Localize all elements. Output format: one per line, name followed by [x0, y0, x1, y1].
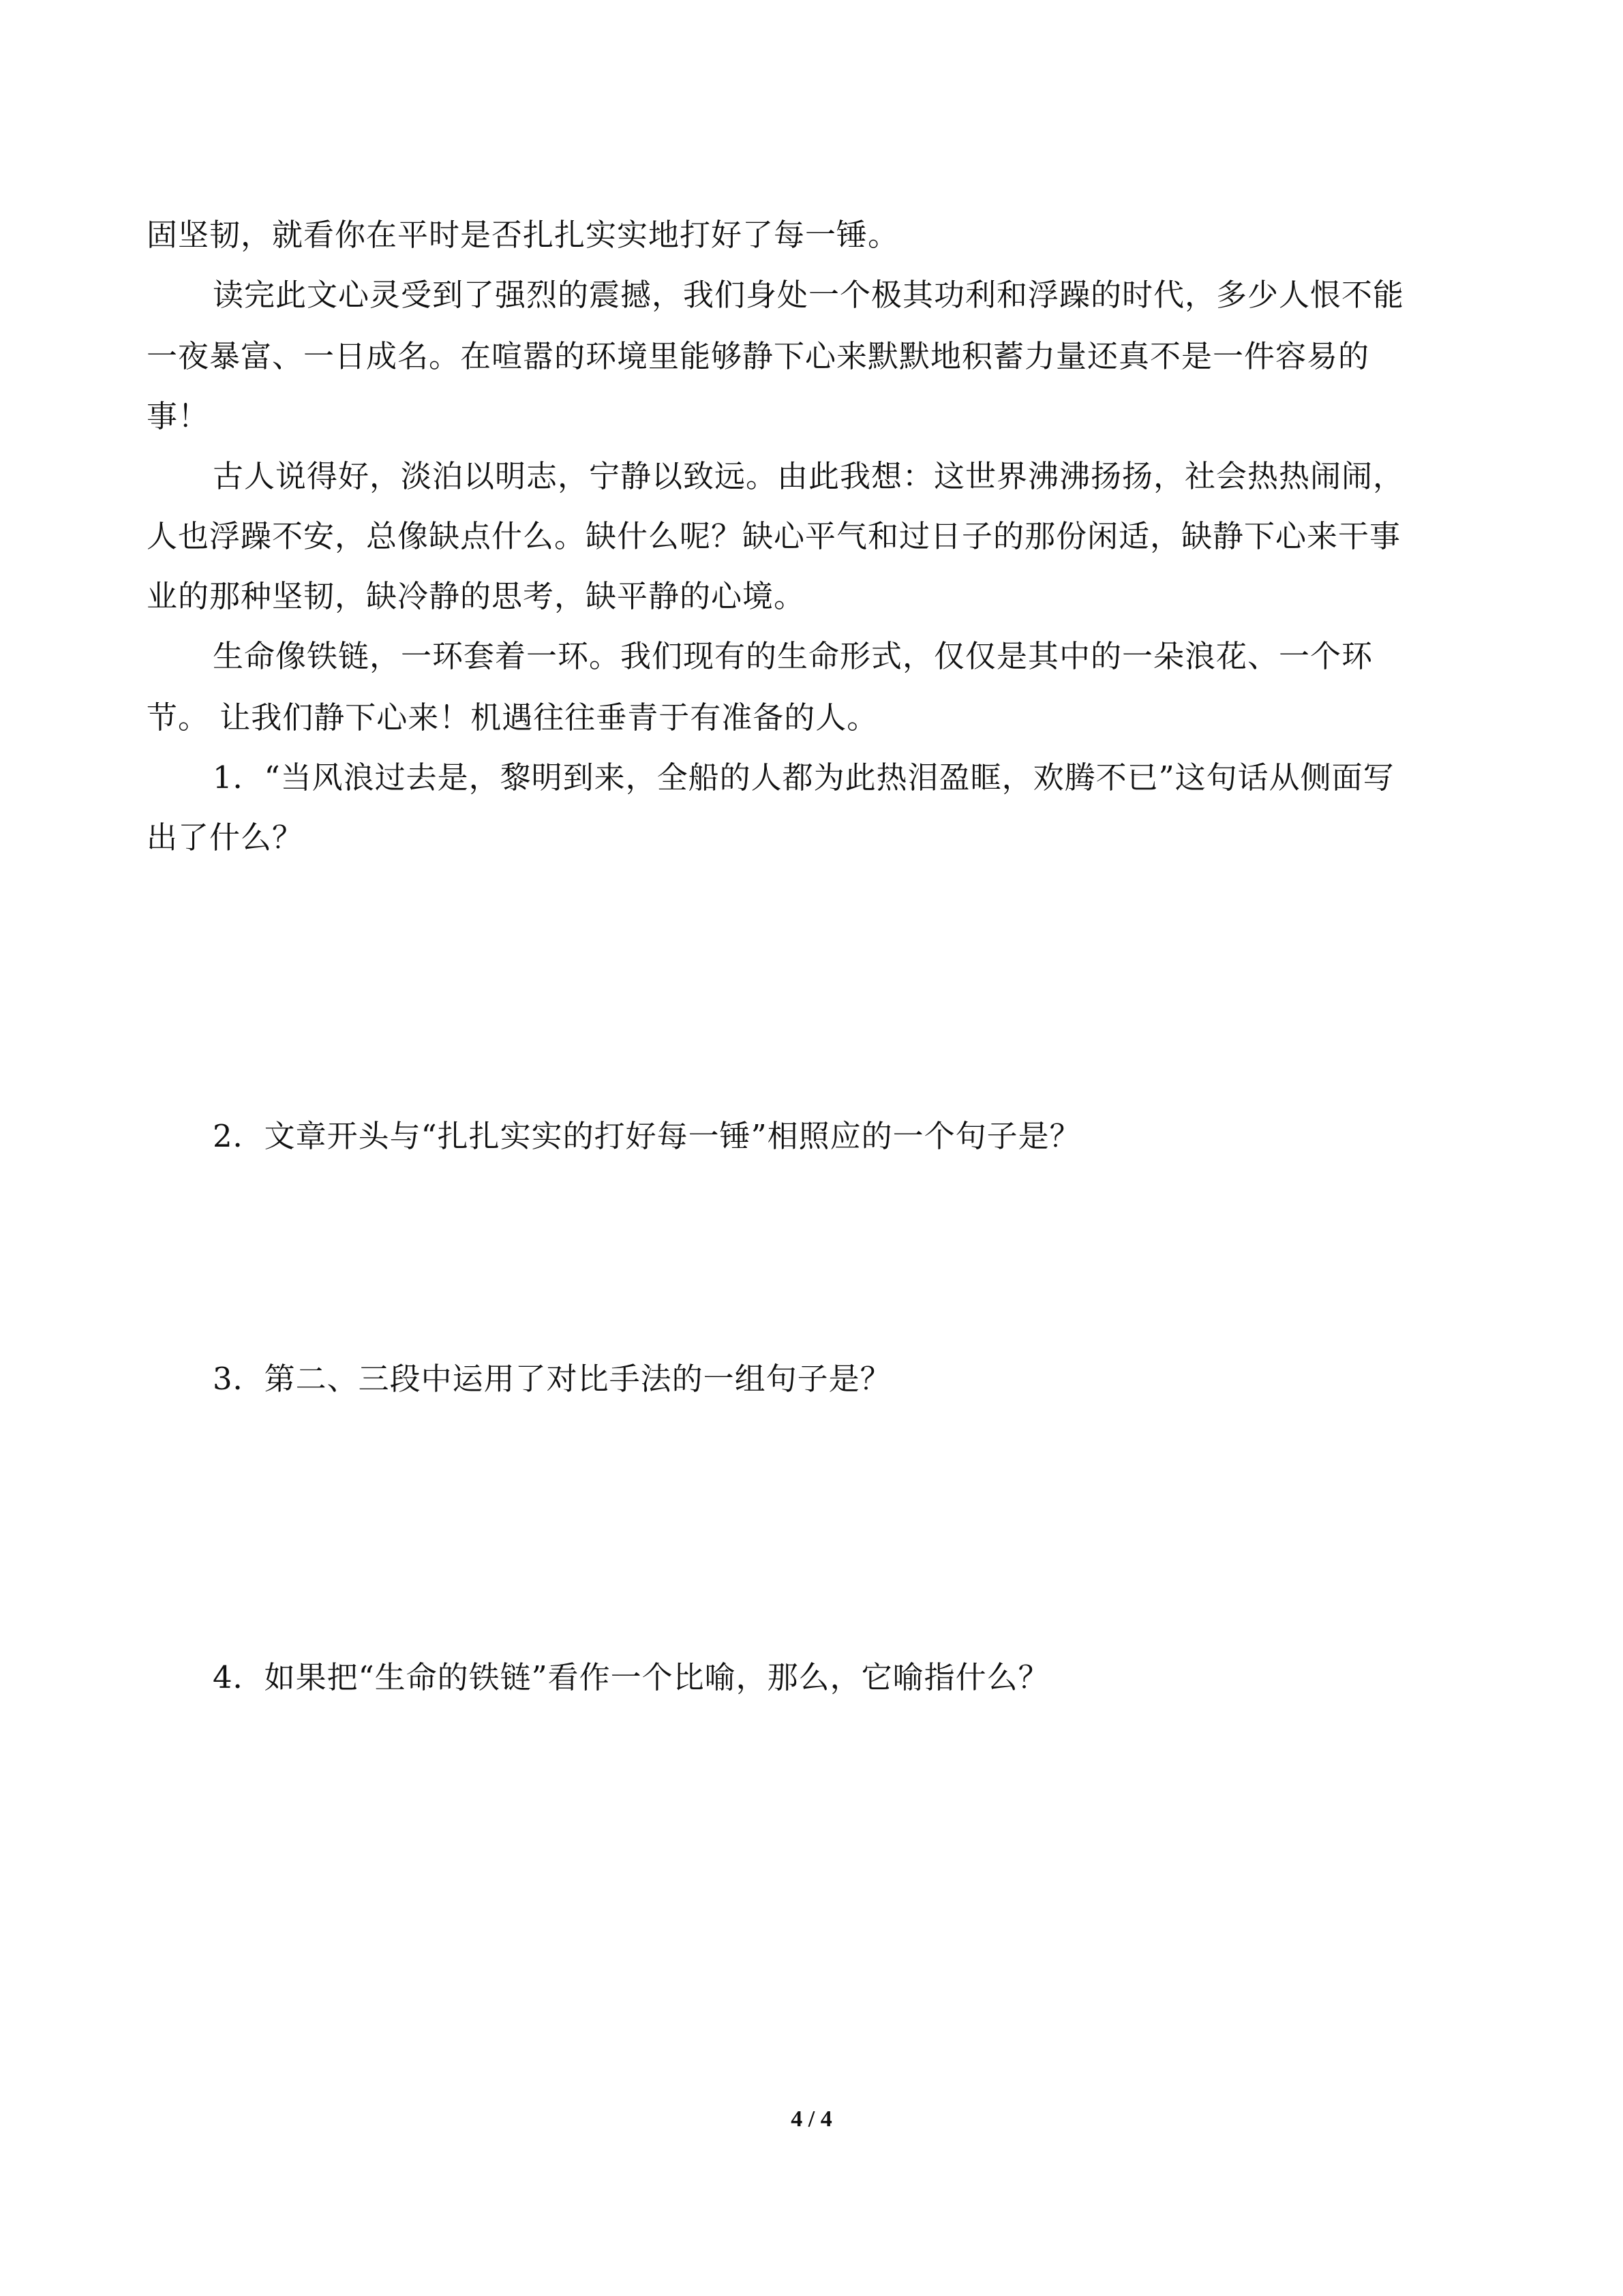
paragraph-line: 业的那种坚韧，缺冷静的思考，缺平静的心境。 — [147, 578, 806, 614]
paragraph-line: 人也浮躁不安，总像缺点什么。缺什么呢？缺心平气和过日子的那份闲适，缺静下心来干事 — [147, 518, 1401, 554]
question-4: 4．如果把“生命的铁链”看作一个比喻，那么，它喻指什么？ — [213, 1659, 1050, 1695]
page-number: 4 / 4 — [791, 2106, 832, 2132]
paragraph-line: 事！ — [147, 398, 210, 434]
paragraph-line: 古人说得好，淡泊以明志，宁静以致远。由此我想：这世界沸沸扬扬，社会热热闹闹， — [213, 458, 1405, 494]
paragraph-line: 生命像铁链，一环套着一环。我们现有的生命形式，仅仅是其中的一朵浪花、一个环 — [213, 638, 1374, 674]
question-2: 2．文章开头与“扎扎实实的打好每一锤”相照应的一个句子是？ — [213, 1118, 1081, 1154]
question-1-continuation: 出了什么？ — [147, 819, 304, 856]
paragraph-line: 节。 让我们静下心来！机遇往往垂青于有准备的人。 — [147, 699, 879, 736]
question-1: 1．“当风浪过去是，黎明到来，全船的人都为此热泪盈眶，欢腾不已”这句话从侧面写 — [213, 759, 1395, 796]
question-3: 3．第二、三段中运用了对比手法的一组句子是？ — [213, 1361, 892, 1397]
paragraph-line: 固坚韧，就看你在平时是否扎扎实实地打好了每一锤。 — [147, 217, 900, 253]
paragraph-line: 一夜暴富、一日成名。在喧嚣的环境里能够静下心来默默地积蓄力量还真不是一件容易的 — [147, 338, 1370, 374]
paragraph-line: 读完此文心灵受到了强烈的震撼，我们身处一个极其功利和浮躁的时代，多少人恨不能 — [213, 277, 1405, 313]
